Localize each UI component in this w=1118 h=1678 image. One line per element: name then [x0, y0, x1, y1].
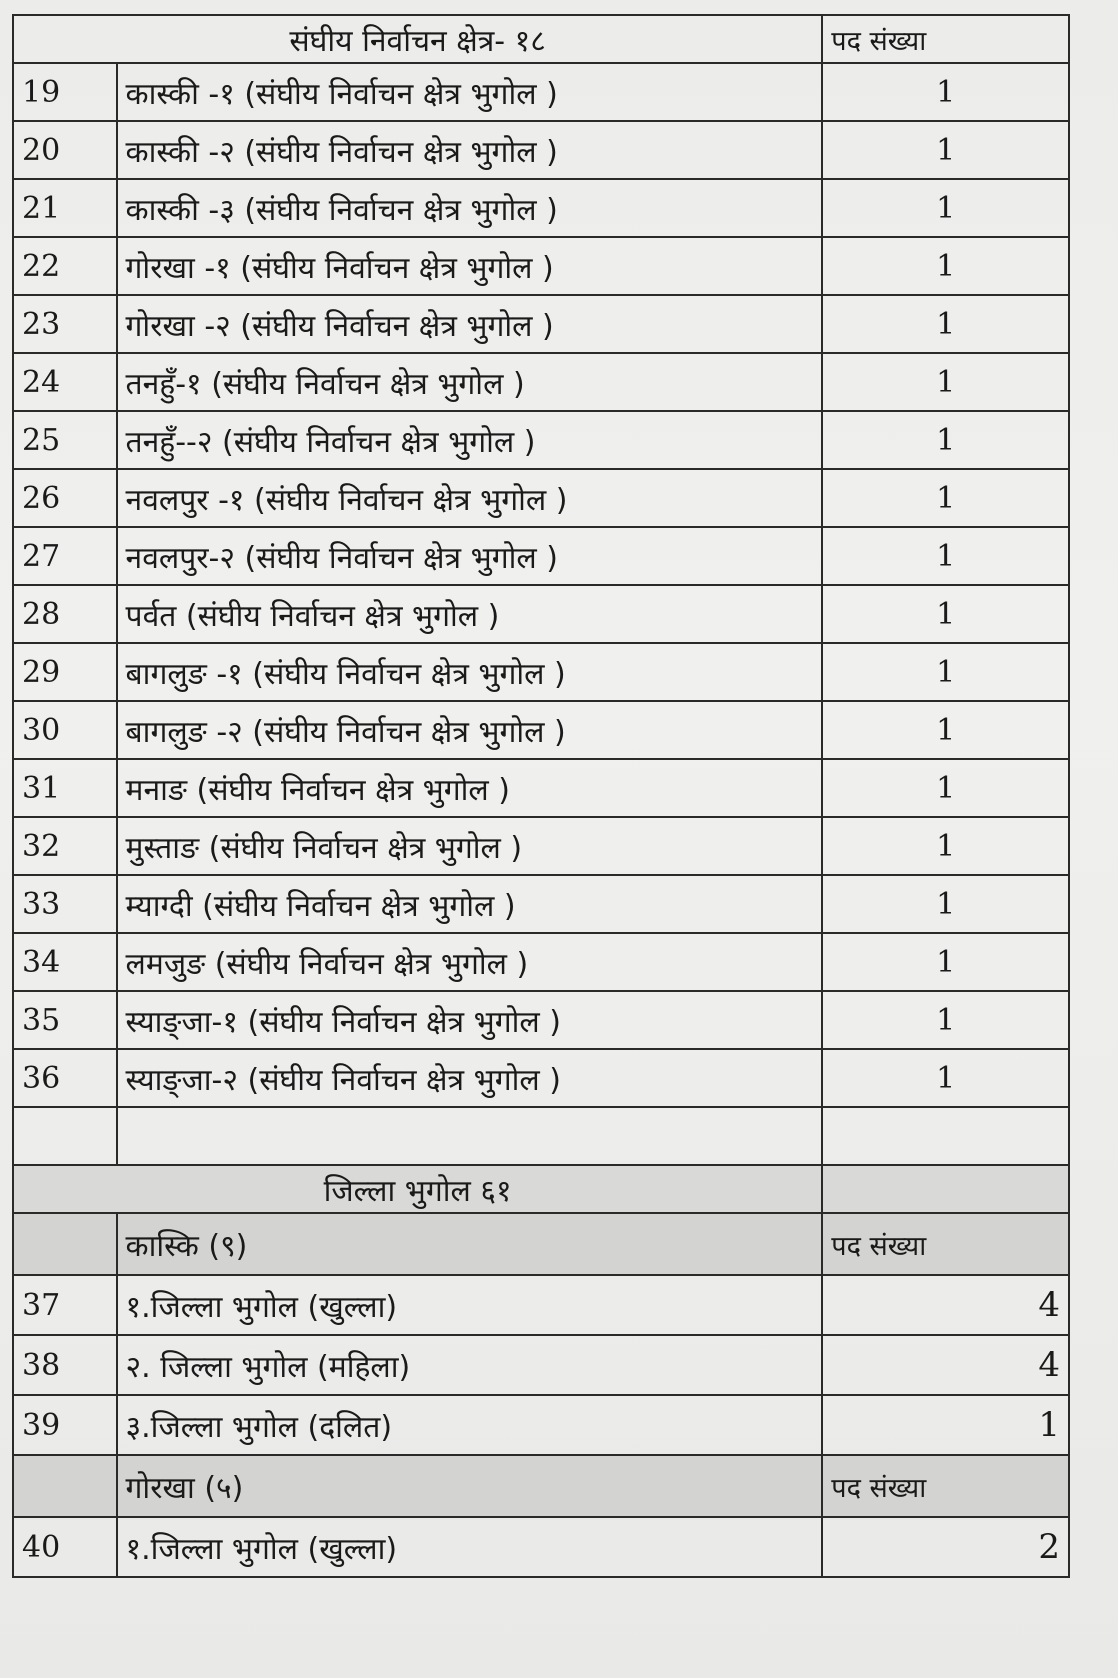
row-number: 26: [13, 469, 117, 527]
row-number: 37: [13, 1275, 117, 1335]
table-row: [13, 1275, 1069, 1335]
row-name: मनाङ (संघीय निर्वाचन क्षेत्र भुगोल ): [117, 759, 823, 817]
row-number: 40: [13, 1517, 117, 1577]
row-name: पर्वत (संघीय निर्वाचन क्षेत्र भुगोल ): [117, 585, 823, 643]
table-row: [13, 121, 1069, 179]
table-row: [13, 295, 1069, 353]
row-number: 38: [13, 1335, 117, 1395]
row-count: 1: [822, 353, 1069, 411]
row-name: नवलपुर-२ (संघीय निर्वाचन क्षेत्र भुगोल ): [117, 527, 823, 585]
table-row: [13, 991, 1069, 1049]
row-count: 1: [822, 1395, 1069, 1455]
row-number: 35: [13, 991, 117, 1049]
row-name: १.जिल्ला भुगोल (खुल्ला): [117, 1275, 823, 1335]
row-count: 2: [822, 1517, 1069, 1577]
row-number: 39: [13, 1395, 117, 1455]
row-number: 27: [13, 527, 117, 585]
row-count: 1: [822, 237, 1069, 295]
kaski-heading-row: [13, 1213, 1069, 1275]
row-number: 28: [13, 585, 117, 643]
kaski-heading: कास्कि (९): [117, 1213, 823, 1275]
blank-cell: [13, 1107, 117, 1165]
table-row: [13, 353, 1069, 411]
row-number: 20: [13, 121, 117, 179]
row-number: 31: [13, 759, 117, 817]
row-count: 1: [822, 933, 1069, 991]
row-count: 1: [822, 585, 1069, 643]
row-name: लमजुङ (संघीय निर्वाचन क्षेत्र भुगोल ): [117, 933, 823, 991]
row-count: 1: [822, 527, 1069, 585]
row-number: 33: [13, 875, 117, 933]
row-number: 19: [13, 63, 117, 121]
gorkha-count-header: पद संख्या: [822, 1455, 1069, 1517]
row-count: 1: [822, 817, 1069, 875]
row-count: 1: [822, 295, 1069, 353]
row-number: 25: [13, 411, 117, 469]
table-row: [13, 411, 1069, 469]
table-row: [13, 933, 1069, 991]
table-row: [13, 875, 1069, 933]
kaski-count-header: पद संख्या: [822, 1213, 1069, 1275]
table-row: [13, 527, 1069, 585]
row-name: बागलुङ -२ (संघीय निर्वाचन क्षेत्र भुगोल ): [117, 701, 823, 759]
table-row: [13, 759, 1069, 817]
row-number: 36: [13, 1049, 117, 1107]
row-name: स्याङ्जा-१ (संघीय निर्वाचन क्षेत्र भुगोल ): [117, 991, 823, 1049]
table-row: [13, 63, 1069, 121]
table-row: [13, 1395, 1069, 1455]
row-name: ३.जिल्ला भुगोल (दलित): [117, 1395, 823, 1455]
row-count: 1: [822, 469, 1069, 527]
blank-cell: [822, 1165, 1069, 1213]
row-number: 21: [13, 179, 117, 237]
table-row: [13, 817, 1069, 875]
table-row: [13, 179, 1069, 237]
row-number: 24: [13, 353, 117, 411]
table-row: [13, 1049, 1069, 1107]
row-count: 1: [822, 121, 1069, 179]
positions-table: [12, 14, 1070, 1578]
row-count: 1: [822, 643, 1069, 701]
row-number: 22: [13, 237, 117, 295]
row-number: 23: [13, 295, 117, 353]
table-row: [13, 701, 1069, 759]
row-name: स्याङ्जा-२ (संघीय निर्वाचन क्षेत्र भुगोल ): [117, 1049, 823, 1107]
gorkha-heading-row: [13, 1455, 1069, 1517]
blank-cell: [117, 1107, 823, 1165]
row-name: नवलपुर -१ (संघीय निर्वाचन क्षेत्र भुगोल ): [117, 469, 823, 527]
row-count: 1: [822, 701, 1069, 759]
gorkha-rows: [13, 1517, 1069, 1577]
row-name: १.जिल्ला भुगोल (खुल्ला): [117, 1517, 823, 1577]
kaski-rows: [13, 1275, 1069, 1455]
row-name: तनहुँ--२ (संघीय निर्वाचन क्षेत्र भुगोल ): [117, 411, 823, 469]
row-count: 4: [822, 1335, 1069, 1395]
row-name: २. जिल्ला भुगोल (महिला): [117, 1335, 823, 1395]
row-count: 1: [822, 875, 1069, 933]
row-number: 30: [13, 701, 117, 759]
row-number: 34: [13, 933, 117, 991]
row-count: 1: [822, 63, 1069, 121]
section-title: संघीय निर्वाचन क्षेत्र- १८: [13, 15, 822, 63]
table-row: [13, 1517, 1069, 1577]
blank-row: [13, 1107, 1069, 1165]
row-name: तनहुँ-१ (संघीय निर्वाचन क्षेत्र भुगोल ): [117, 353, 823, 411]
row-number: 32: [13, 817, 117, 875]
table-header-row: [13, 15, 1069, 63]
gorkha-heading: गोरखा (५): [117, 1455, 823, 1517]
row-name: कास्की -२ (संघीय निर्वाचन क्षेत्र भुगोल ): [117, 121, 823, 179]
district-section-title: जिल्ला भुगोल ६१: [13, 1165, 822, 1213]
row-count: 1: [822, 179, 1069, 237]
row-count: 1: [822, 991, 1069, 1049]
table-row: [13, 585, 1069, 643]
row-name: कास्की -३ (संघीय निर्वाचन क्षेत्र भुगोल ): [117, 179, 823, 237]
row-count: 4: [822, 1275, 1069, 1335]
row-name: गोरखा -२ (संघीय निर्वाचन क्षेत्र भुगोल ): [117, 295, 823, 353]
table-row: [13, 643, 1069, 701]
table-row: [13, 469, 1069, 527]
district-title-row: [13, 1165, 1069, 1213]
blank-cell: [13, 1455, 117, 1517]
table-row: [13, 237, 1069, 295]
row-name: गोरखा -१ (संघीय निर्वाचन क्षेत्र भुगोल ): [117, 237, 823, 295]
row-count: 1: [822, 411, 1069, 469]
blank-cell: [13, 1213, 117, 1275]
table-row: [13, 1335, 1069, 1395]
row-name: बागलुङ -१ (संघीय निर्वाचन क्षेत्र भुगोल ): [117, 643, 823, 701]
federal-rows: [13, 63, 1069, 1107]
row-name: मुस्ताङ (संघीय निर्वाचन क्षेत्र भुगोल ): [117, 817, 823, 875]
row-name: म्याग्दी (संघीय निर्वाचन क्षेत्र भुगोल ): [117, 875, 823, 933]
row-number: 29: [13, 643, 117, 701]
count-column-header: पद संख्या: [822, 15, 1069, 63]
blank-cell: [822, 1107, 1069, 1165]
row-name: कास्की -१ (संघीय निर्वाचन क्षेत्र भुगोल ): [117, 63, 823, 121]
row-count: 1: [822, 759, 1069, 817]
row-count: 1: [822, 1049, 1069, 1107]
